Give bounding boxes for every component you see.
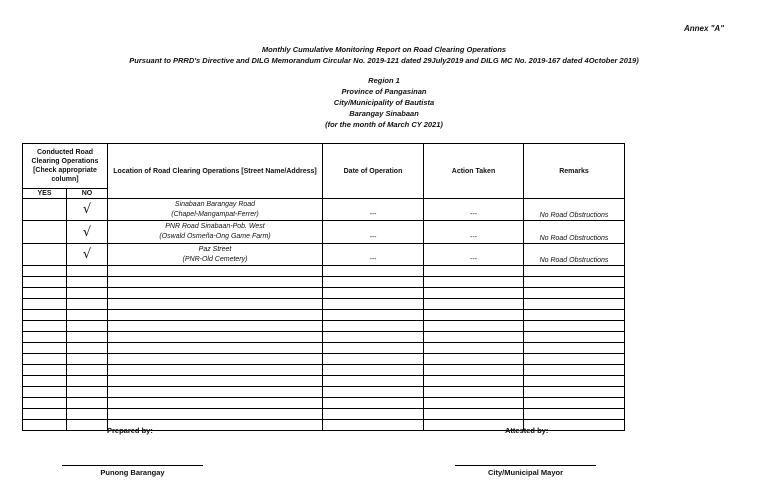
road-clearing-table	[22, 143, 625, 431]
action-cell: ---	[424, 199, 524, 221]
empty-cell	[323, 398, 424, 409]
prepared-by-label: Prepared by:	[107, 426, 153, 435]
empty-cell	[23, 409, 67, 420]
empty-cell	[108, 398, 323, 409]
empty-row	[23, 387, 625, 398]
empty-row	[23, 321, 625, 332]
empty-cell	[108, 409, 323, 420]
empty-cell	[23, 376, 67, 387]
empty-cell	[323, 343, 424, 354]
empty-cell	[108, 266, 323, 277]
location-street: PNR Road Sinabaan-Pob. West	[165, 223, 265, 230]
empty-row	[23, 409, 625, 420]
empty-cell	[108, 365, 323, 376]
no-check-mark: √	[67, 199, 108, 221]
empty-cell	[524, 310, 625, 321]
empty-cell	[424, 409, 524, 420]
table-row	[23, 244, 625, 266]
empty-row	[23, 354, 625, 365]
location-heading	[0, 75, 768, 130]
attested-role: City/Municipal Mayor	[487, 468, 563, 477]
empty-row	[23, 343, 625, 354]
empty-cell	[424, 288, 524, 299]
yes-cell	[23, 221, 67, 244]
col-remarks-header: Remarks	[524, 144, 625, 199]
report-subtitle: Pursuant to PRRD's Directive and DILG Memorandum Circular No. 2019-121 dated 29July2019 and DILG MC No. 2019-167 dated 4October 2019)	[129, 56, 639, 65]
col-yes-header: YES	[23, 189, 67, 199]
prepared-role: Punong Barangay	[100, 468, 165, 477]
table-header-row	[23, 144, 625, 189]
no-check-mark: √	[67, 244, 108, 266]
empty-cell	[67, 354, 108, 365]
empty-cell	[108, 343, 323, 354]
empty-cell	[323, 420, 424, 431]
empty-cell	[67, 343, 108, 354]
empty-cell	[23, 387, 67, 398]
empty-cell	[524, 387, 625, 398]
empty-cell	[524, 321, 625, 332]
location-address: (Oswald Osmeña-Ong Game Farm)	[159, 233, 271, 240]
city: City/Municipality of Bautista	[333, 98, 435, 107]
empty-cell	[108, 310, 323, 321]
barangay: Barangay Sinabaan	[349, 109, 419, 118]
action-cell: ---	[424, 244, 524, 266]
annex-label: Annex "A"	[683, 24, 724, 33]
location-address: (Chapel-Mangampat-Ferrer)	[171, 210, 259, 218]
empty-cell	[67, 288, 108, 299]
empty-row	[23, 398, 625, 409]
empty-cell	[524, 398, 625, 409]
col-date-header: Date of Operation	[323, 144, 424, 199]
location-cell	[108, 244, 323, 266]
empty-cell	[524, 376, 625, 387]
empty-cell	[424, 277, 524, 288]
empty-cell	[67, 321, 108, 332]
remarks-cell: No Road Obstructions	[524, 199, 625, 221]
empty-row	[23, 277, 625, 288]
empty-cell	[23, 398, 67, 409]
empty-row	[23, 332, 625, 343]
empty-cell	[108, 332, 323, 343]
empty-cell	[524, 266, 625, 277]
province: Province of Pangasinan	[341, 87, 427, 96]
empty-cell	[424, 354, 524, 365]
empty-cell	[67, 376, 108, 387]
empty-cell	[23, 332, 67, 343]
no-check-mark: √	[67, 221, 108, 244]
empty-cell	[524, 409, 625, 420]
empty-cell	[23, 321, 67, 332]
attested-signature-line	[455, 465, 596, 466]
col-no-header: NO	[67, 189, 108, 199]
empty-cell	[323, 277, 424, 288]
empty-cell	[67, 420, 108, 431]
col-conducted-header: Conducted Road Clearing Operations [Check appropriate column]	[23, 144, 108, 189]
empty-row	[23, 376, 625, 387]
report-title: Monthly Cumulative Monitoring Report on Road Clearing Operations	[261, 45, 507, 54]
empty-row	[23, 365, 625, 376]
date-cell: ---	[323, 221, 424, 244]
remarks-cell: No Road Obstructions	[524, 244, 625, 266]
empty-cell	[108, 299, 323, 310]
empty-cell	[424, 321, 524, 332]
location-cell	[108, 221, 323, 244]
empty-cell	[67, 387, 108, 398]
yes-cell	[23, 199, 67, 221]
empty-cell	[323, 365, 424, 376]
empty-cell	[23, 365, 67, 376]
empty-cell	[424, 387, 524, 398]
region: Region 1	[368, 76, 400, 85]
empty-cell	[323, 310, 424, 321]
empty-cell	[23, 299, 67, 310]
empty-cell	[424, 376, 524, 387]
empty-cell	[323, 288, 424, 299]
empty-cell	[108, 277, 323, 288]
empty-cell	[67, 409, 108, 420]
empty-cell	[108, 354, 323, 365]
empty-cell	[524, 343, 625, 354]
location-address: (PNR-Old Cemetery)	[182, 255, 248, 263]
location-street: Paz Street	[198, 245, 232, 253]
empty-cell	[524, 365, 625, 376]
remarks-cell: No Road Obstructions	[524, 221, 625, 244]
empty-cell	[524, 277, 625, 288]
date-cell: ---	[323, 244, 424, 266]
col-action-header: Action Taken	[424, 144, 524, 199]
empty-cell	[323, 321, 424, 332]
empty-cell	[67, 277, 108, 288]
empty-cell	[108, 387, 323, 398]
empty-cell	[323, 409, 424, 420]
table-row	[23, 199, 625, 221]
empty-row	[23, 299, 625, 310]
period: (for the month of March CY 2021)	[325, 120, 443, 129]
empty-cell	[67, 365, 108, 376]
empty-cell	[524, 332, 625, 343]
empty-cell	[23, 277, 67, 288]
empty-cell	[108, 376, 323, 387]
empty-cell	[424, 332, 524, 343]
empty-row	[23, 310, 625, 321]
empty-cell	[323, 299, 424, 310]
attested-by-label: Attested by:	[505, 426, 549, 435]
empty-row	[23, 266, 625, 277]
empty-cell	[23, 310, 67, 321]
empty-cell	[23, 266, 67, 277]
empty-cell	[424, 310, 524, 321]
location-street: Sinabaan Barangay Road	[174, 200, 256, 208]
empty-cell	[424, 343, 524, 354]
empty-cell	[67, 398, 108, 409]
action-cell: ---	[424, 221, 524, 244]
prepared-signature-line	[62, 465, 203, 466]
empty-cell	[323, 376, 424, 387]
empty-cell	[108, 321, 323, 332]
empty-cell	[67, 299, 108, 310]
col-location-header: Location of Road Clearing Operations [Street Name/Address]	[108, 144, 323, 199]
empty-cell	[424, 266, 524, 277]
empty-cell	[424, 365, 524, 376]
empty-cell	[323, 332, 424, 343]
empty-cell	[524, 354, 625, 365]
empty-cell	[67, 266, 108, 277]
empty-cell	[323, 387, 424, 398]
empty-cell	[23, 288, 67, 299]
empty-cell	[23, 420, 67, 431]
date-cell: ---	[323, 199, 424, 221]
table-row	[23, 221, 625, 244]
empty-cell	[23, 343, 67, 354]
location-cell	[108, 199, 323, 221]
empty-cell	[23, 354, 67, 365]
empty-cell	[524, 288, 625, 299]
empty-cell	[323, 266, 424, 277]
empty-cell	[323, 354, 424, 365]
empty-row	[23, 288, 625, 299]
empty-cell	[108, 288, 323, 299]
empty-cell	[67, 332, 108, 343]
empty-cell	[424, 299, 524, 310]
empty-cell	[524, 299, 625, 310]
empty-cell	[424, 398, 524, 409]
empty-cell	[67, 310, 108, 321]
report-heading	[0, 44, 768, 66]
yes-cell	[23, 244, 67, 266]
